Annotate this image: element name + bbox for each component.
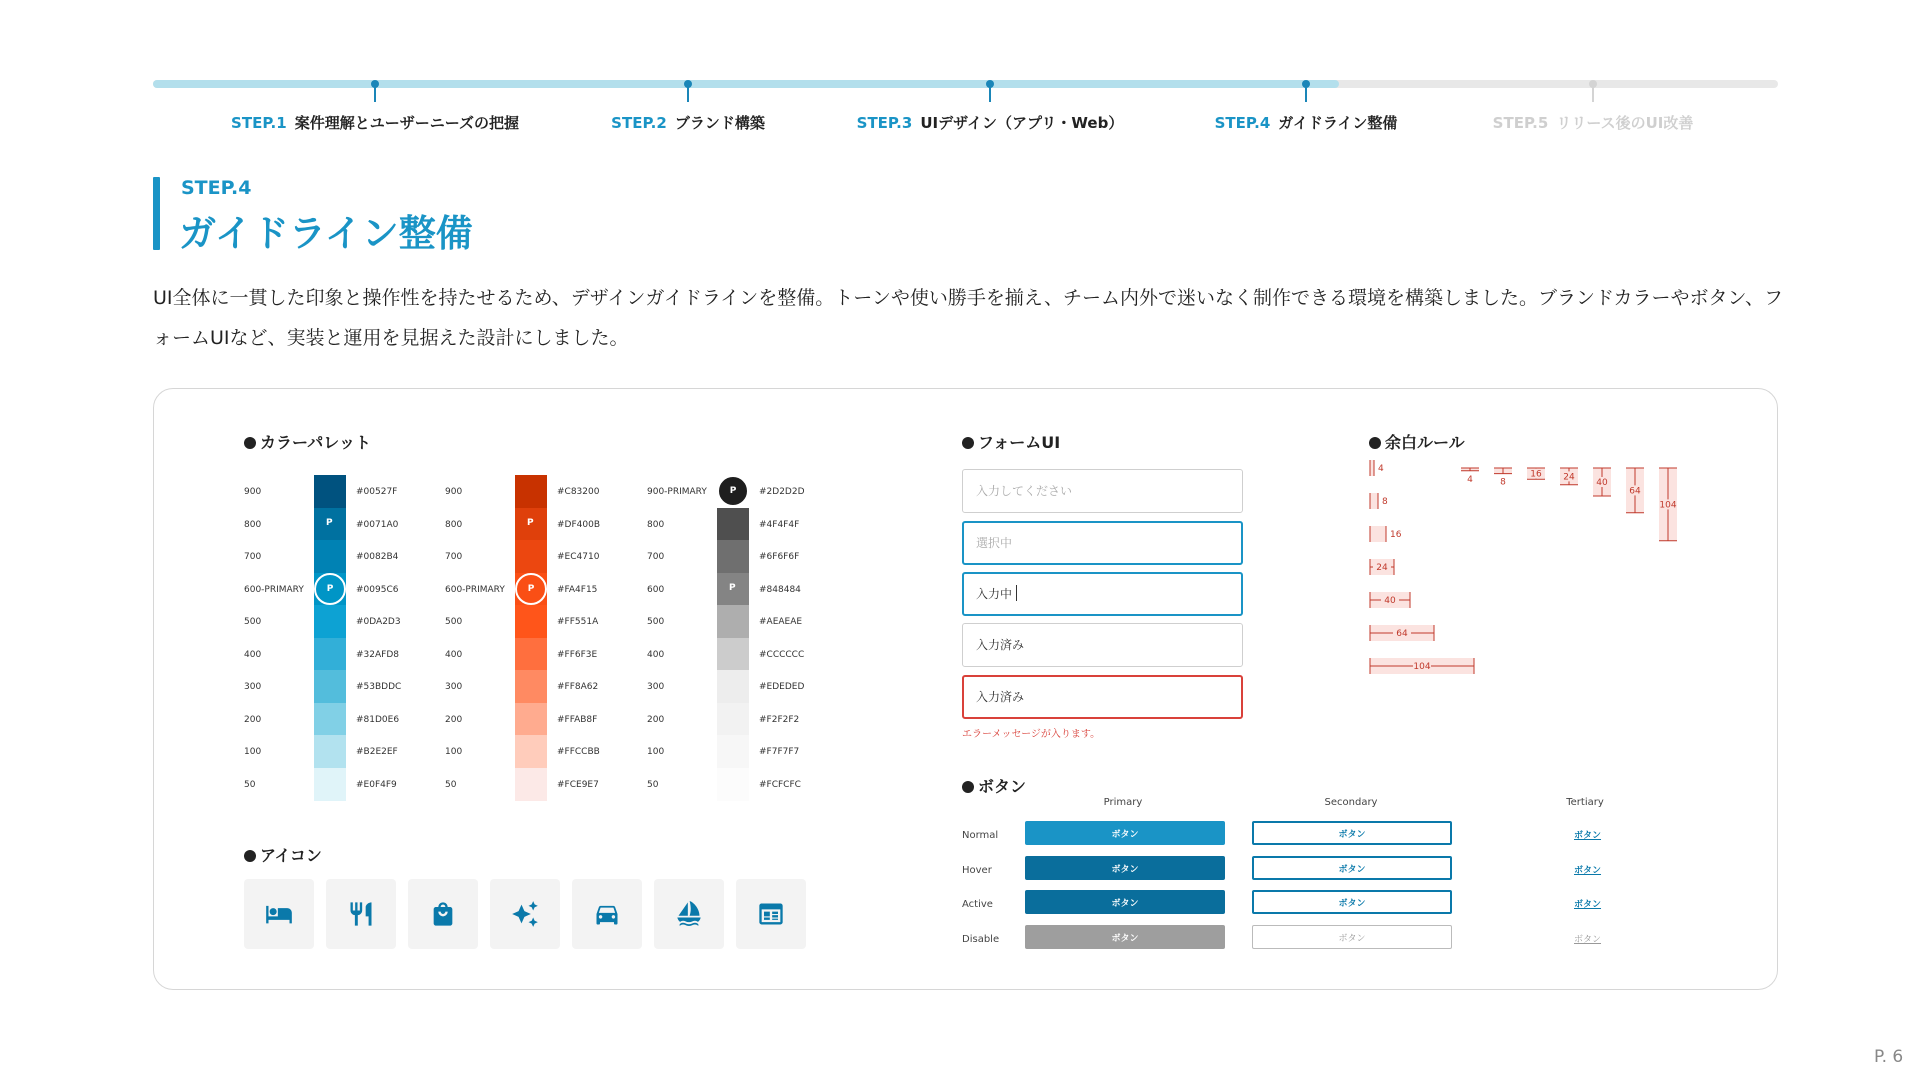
palette-hex: #EDEDED — [759, 682, 805, 692]
column-tertiary: Tertiary — [1566, 797, 1604, 808]
palette-row — [244, 638, 444, 670]
form-ui-title: フォームUI — [962, 430, 1060, 453]
palette-hex: #6F6F6F — [759, 552, 800, 562]
badge-label: P — [729, 582, 736, 593]
palette-level: 400 — [647, 649, 665, 660]
palette-hex: #81D0E6 — [356, 714, 400, 725]
fork-knife-icon — [326, 879, 396, 949]
spacing-rules-title: 余白ルール — [1369, 430, 1465, 453]
text-field-error[interactable]: 入力済み — [962, 675, 1243, 719]
palette-hex: #0DA2D3 — [356, 617, 401, 627]
spacing-value: 4 — [1467, 474, 1473, 485]
palette-row — [244, 475, 444, 507]
palette-row — [445, 475, 645, 507]
palette-level: 400 — [445, 649, 463, 660]
color-swatch — [717, 573, 749, 606]
palette-row — [445, 573, 645, 605]
palette-row — [647, 703, 847, 735]
color-swatch — [515, 670, 547, 703]
heading-accent-bar — [153, 177, 160, 250]
secondary-button-disabled: ボタン — [1252, 925, 1452, 949]
secondary-button-hover[interactable]: ボタン — [1252, 856, 1452, 880]
palette-row — [647, 735, 847, 767]
palette-hex: #FFAB8F — [557, 714, 598, 725]
spacing-value: 40 — [1384, 596, 1396, 606]
palette-hex: #0095C6 — [356, 584, 399, 595]
palette-row — [647, 638, 847, 670]
palette-level: 600 — [647, 584, 665, 595]
palette-hex: #FF8A62 — [557, 682, 599, 692]
badge-label: P — [527, 517, 534, 528]
palette-hex: #00527F — [356, 487, 398, 497]
bed-icon — [244, 879, 314, 949]
step-number: STEP.1 — [231, 114, 287, 132]
tertiary-button-active[interactable]: ボタン — [1574, 900, 1602, 910]
palette-hex: #FA4F15 — [557, 584, 598, 595]
spacing-v-40 — [1593, 468, 1611, 496]
spacing-value: 16 — [1530, 469, 1542, 480]
color-swatch — [314, 508, 346, 541]
palette-hex: #4F4F4F — [759, 519, 800, 530]
tertiary-button-hover[interactable]: ボタン — [1574, 866, 1602, 876]
primary-button-hover[interactable]: ボタン — [1025, 856, 1225, 880]
text-field-filled[interactable]: 入力済み — [962, 623, 1243, 667]
palette-level: 900 — [445, 487, 463, 497]
palette-row — [445, 768, 645, 800]
primary-badge: P — [515, 573, 547, 605]
color-swatch — [314, 573, 346, 606]
error-message: エラーメッセージが入ります。 — [962, 729, 1101, 740]
state-label-active: Active — [962, 899, 993, 910]
step-number: STEP.5 — [1492, 114, 1549, 132]
sailboat-icon — [654, 879, 724, 949]
text-field-selected[interactable]: 選択中 — [962, 521, 1243, 565]
shopping-bag-icon — [408, 879, 478, 949]
palette-hex: #FCFCFC — [759, 779, 801, 790]
step-label: 案件理解とユーザーニーズの把握 — [294, 114, 519, 132]
step-label: UIデザイン（アプリ・Web） — [920, 114, 1124, 132]
spacing-value: 104 — [1413, 662, 1431, 672]
spacing-value: 8 — [1500, 477, 1506, 488]
spacing-v-16 — [1527, 468, 1545, 480]
palette-row — [244, 508, 444, 540]
palette-row — [445, 508, 645, 540]
color-swatch — [515, 475, 547, 508]
palette-level: 200 — [647, 714, 665, 725]
color-swatch — [515, 703, 547, 736]
spacing-v-64 — [1626, 468, 1644, 513]
primary-button-normal[interactable]: ボタン — [1025, 821, 1225, 845]
palette-row — [445, 735, 645, 767]
color-swatch — [717, 735, 749, 768]
color-swatch — [314, 540, 346, 573]
palette-hex: #32AFD8 — [356, 649, 399, 660]
palette-row — [445, 540, 645, 572]
color-palette-title: カラーパレット — [244, 430, 371, 453]
color-swatch — [314, 735, 346, 768]
palette-hex: #EC4710 — [557, 552, 600, 562]
color-swatch — [314, 605, 346, 638]
palette-hex: #C83200 — [557, 487, 600, 497]
color-swatch — [717, 638, 749, 671]
palette-hex: #FCE9E7 — [557, 779, 599, 790]
palette-hex: #53BDDC — [356, 682, 402, 692]
palette-row — [244, 573, 444, 605]
step-label: リリース後のUI改善 — [1556, 114, 1694, 132]
tertiary-button-normal[interactable]: ボタン — [1574, 831, 1602, 841]
color-swatch — [717, 703, 749, 736]
palette-level: 50 — [244, 779, 256, 790]
text-field-placeholder[interactable]: 入力してください — [962, 469, 1243, 513]
palette-level: 100 — [244, 747, 262, 757]
calendar-icon — [736, 879, 806, 949]
spacing-value: 16 — [1390, 530, 1402, 540]
spacing-v-104 — [1659, 468, 1677, 541]
color-swatch — [314, 475, 346, 508]
palette-level: 300 — [244, 682, 262, 692]
color-swatch — [717, 605, 749, 638]
color-swatch — [515, 508, 547, 541]
spacing-rules-diagram — [1360, 460, 1700, 700]
palette-hex: #0082B4 — [356, 552, 399, 562]
palette-hex: #DF400B — [557, 519, 601, 530]
tertiary-button-disabled: ボタン — [1574, 935, 1602, 945]
step-progress — [153, 80, 1778, 130]
palette-row — [244, 605, 444, 637]
progress-fill — [153, 80, 1339, 88]
palette-row — [244, 735, 444, 767]
color-swatch — [515, 735, 547, 768]
color-swatch — [515, 573, 547, 606]
spacing-value: 40 — [1596, 478, 1608, 488]
color-swatch — [314, 638, 346, 671]
color-swatch — [717, 540, 749, 573]
palette-row — [244, 768, 444, 800]
palette-row — [647, 573, 847, 605]
car-icon — [572, 879, 642, 949]
column-secondary: Secondary — [1324, 797, 1378, 808]
spacing-h-64 — [1370, 625, 1434, 641]
color-swatch — [314, 768, 346, 801]
spacing-h-16 — [1370, 526, 1402, 542]
step-number: STEP.3 — [856, 114, 913, 132]
step-label: ガイドライン整備 — [1278, 114, 1398, 132]
color-swatch — [515, 540, 547, 573]
palette-level: 900 — [244, 487, 262, 497]
color-swatch — [717, 475, 749, 508]
palette-row — [445, 605, 645, 637]
primary-badge: P — [314, 573, 346, 605]
palette-hex: #FF551A — [557, 617, 599, 627]
palette-row — [445, 638, 645, 670]
palette-level: 200 — [445, 714, 463, 725]
palette-hex: #F7F7F7 — [759, 747, 800, 757]
palette-level: 800 — [647, 519, 665, 530]
spacing-value: 64 — [1629, 486, 1641, 497]
secondary-button-active[interactable]: ボタン — [1252, 890, 1452, 914]
spacing-value: 8 — [1382, 497, 1388, 507]
intro-text: UI全体に一貫した印象と操作性を持たせるため、デザインガイドラインを整備。トーンや使い勝手を揃え、チーム内外で迷いなく制作できる環境を構築しました。ブランドカラーやボタン、フォームUIなど、実装と運用を見据えた設計にしました。 — [153, 287, 1783, 349]
page-number: P. 6 — [1874, 1047, 1904, 1067]
primary-button-disabled: ボタン — [1025, 925, 1225, 949]
palette-row — [647, 540, 847, 572]
step-number: STEP.2 — [611, 114, 667, 132]
buttons-title: ボタン — [962, 774, 1026, 797]
palette-level: 800 — [445, 519, 463, 530]
palette-row — [647, 670, 847, 702]
spacing-v-24 — [1560, 468, 1578, 485]
primary-badge: P — [717, 475, 749, 507]
palette-row — [244, 703, 444, 735]
badge-label: P — [326, 517, 333, 528]
state-label-normal: Normal — [962, 830, 999, 841]
sparkle-icon — [490, 879, 560, 949]
palette-hex: #F2F2F2 — [759, 714, 800, 725]
page-title: ガイドライン整備 — [179, 212, 473, 255]
color-swatch — [314, 670, 346, 703]
color-swatch — [717, 508, 749, 541]
state-label-hover: Hover — [962, 865, 992, 876]
palette-hex: #E0F4F9 — [356, 779, 397, 790]
spacing-value: 24 — [1376, 563, 1388, 573]
spacing-v-4 — [1461, 468, 1479, 485]
palette-level: 600-PRIMARY — [445, 584, 505, 595]
icons-title: アイコン — [244, 843, 322, 866]
palette-level: 600-PRIMARY — [244, 584, 304, 595]
palette-hex: #FFCCBB — [557, 747, 600, 757]
spacing-value: 104 — [1659, 500, 1677, 511]
palette-row — [647, 475, 847, 507]
palette-level: 700 — [445, 552, 463, 562]
color-swatch — [717, 768, 749, 801]
palette-hex: #0071A0 — [356, 519, 399, 530]
spacing-h-24 — [1370, 559, 1394, 575]
palette-hex: #2D2D2D — [759, 487, 805, 497]
palette-level: 300 — [647, 682, 665, 692]
palette-level: 900-PRIMARY — [647, 487, 707, 497]
secondary-button-normal[interactable]: ボタン — [1252, 821, 1452, 845]
palette-level: 100 — [647, 747, 665, 757]
palette-row — [244, 540, 444, 572]
palette-level: 700 — [647, 552, 665, 562]
field-value: 入力中 — [976, 587, 1013, 601]
palette-hex: #848484 — [759, 584, 801, 595]
color-swatch — [515, 638, 547, 671]
color-swatch — [314, 703, 346, 736]
palette-level: 500 — [445, 617, 463, 627]
spacing-h-40 — [1370, 592, 1410, 608]
palette-row — [647, 605, 847, 637]
column-primary: Primary — [1103, 797, 1143, 808]
color-swatch — [515, 768, 547, 801]
spacing-h-4 — [1370, 460, 1384, 476]
section-step-label: STEP.4 — [181, 177, 252, 199]
spacing-value: 4 — [1378, 464, 1384, 474]
spacing-h-104 — [1370, 658, 1474, 674]
spacing-v-8 — [1494, 468, 1512, 488]
palette-level: 50 — [647, 779, 659, 790]
step-label: ブランド構築 — [674, 114, 765, 132]
palette-hex: #CCCCCC — [759, 649, 805, 660]
spacing-value: 24 — [1563, 472, 1575, 483]
palette-level: 300 — [445, 682, 463, 692]
spacing-value: 64 — [1396, 629, 1408, 639]
palette-level: 500 — [244, 617, 262, 627]
palette-row — [244, 670, 444, 702]
text-caret — [1016, 585, 1017, 601]
palette-hex: #B2E2EF — [356, 747, 398, 757]
palette-level: 200 — [244, 714, 262, 725]
primary-button-active[interactable]: ボタン — [1025, 890, 1225, 914]
palette-level: 800 — [244, 519, 262, 530]
palette-level: 50 — [445, 779, 457, 790]
color-swatch — [717, 670, 749, 703]
palette-level: 400 — [244, 649, 262, 660]
palette-level: 700 — [244, 552, 262, 562]
step-number: STEP.4 — [1214, 114, 1271, 132]
palette-row — [647, 508, 847, 540]
palette-level: 100 — [445, 747, 463, 757]
state-label-disable: Disable — [962, 934, 1000, 945]
palette-row — [445, 703, 645, 735]
color-swatch — [515, 605, 547, 638]
spacing-h-8 — [1370, 493, 1388, 509]
palette-hex: #FF6F3E — [557, 649, 598, 660]
palette-row — [445, 670, 645, 702]
palette-level: 500 — [647, 617, 665, 627]
palette-hex: #AEAEAE — [759, 617, 803, 627]
text-field-typing[interactable] — [962, 572, 1243, 616]
palette-row — [647, 768, 847, 800]
